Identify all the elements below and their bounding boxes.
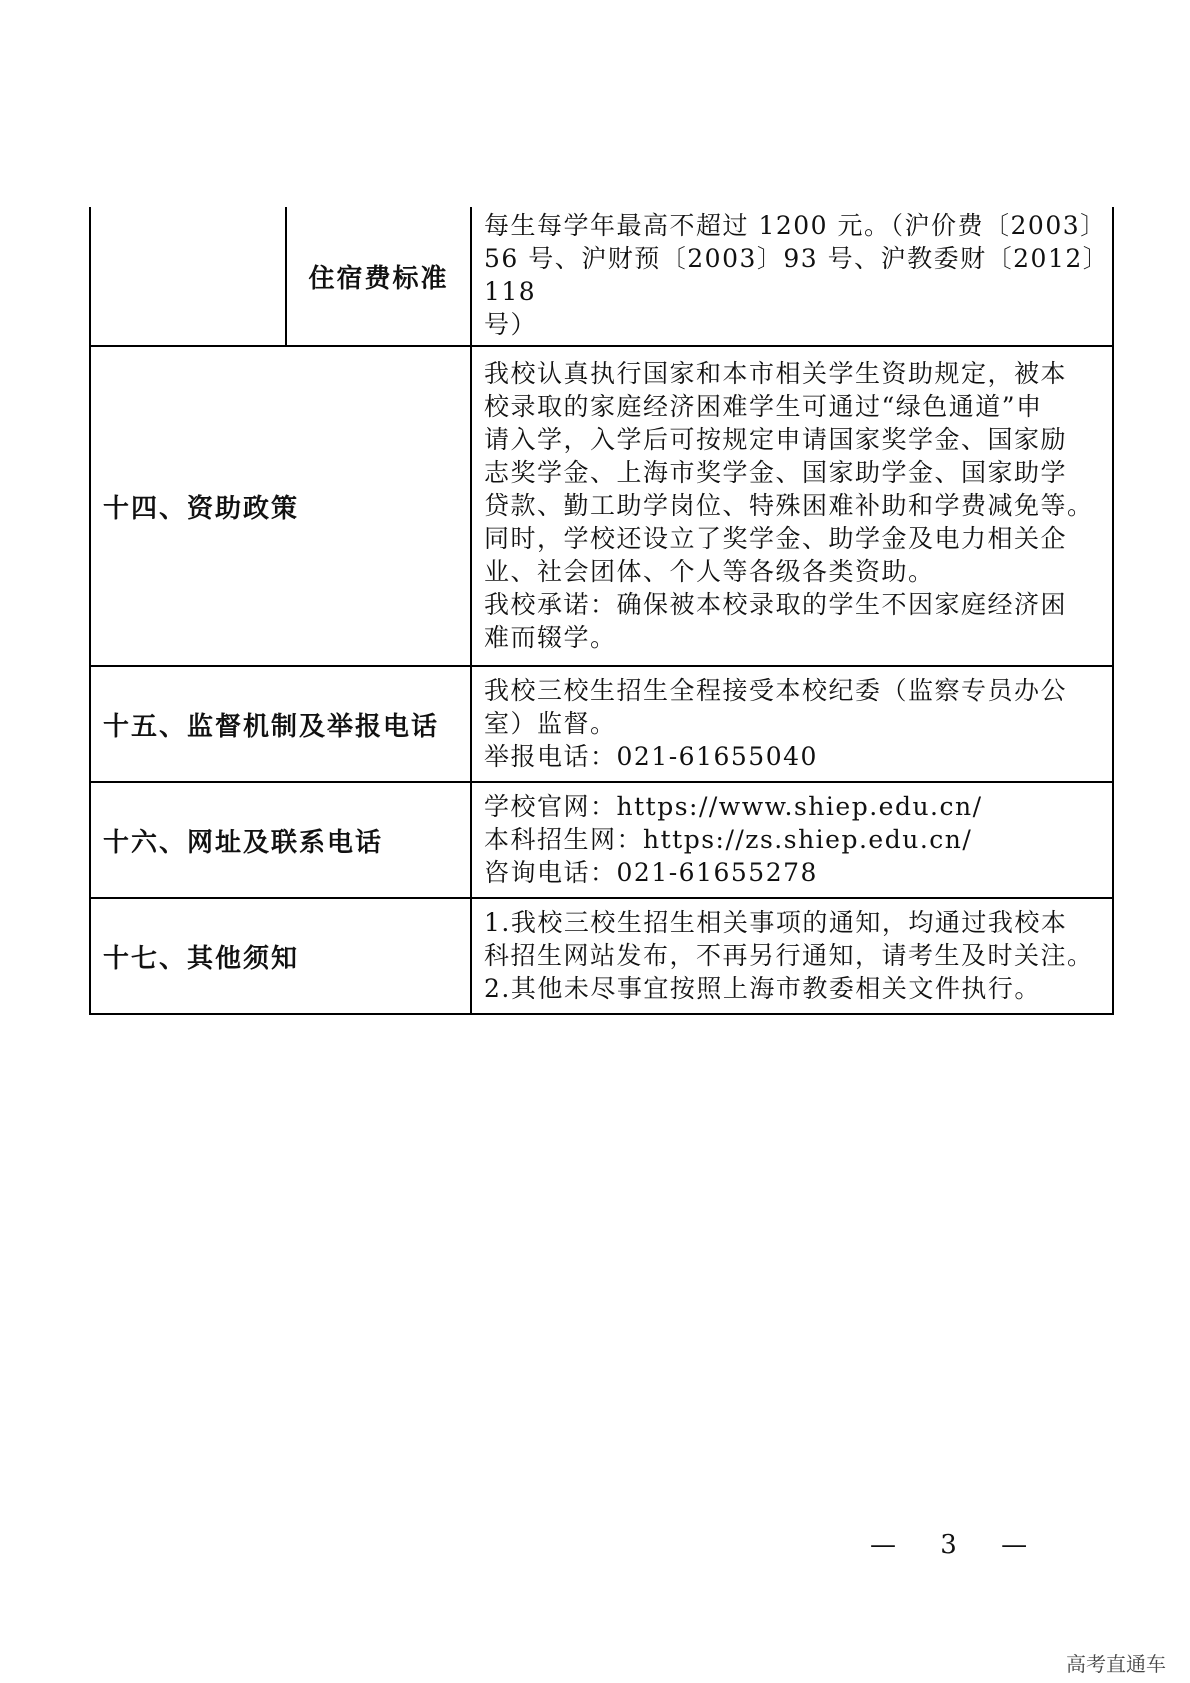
- content-line: 每生每学年最高不超过 1200 元。（沪价费〔2003〕: [484, 211, 1107, 240]
- watermark-text: 高考直通车: [1066, 1652, 1166, 1676]
- content-line: 学校官网：https://www.shiep.edu.cn/: [484, 791, 983, 821]
- row-label: 十七、其他须知: [90, 898, 471, 1014]
- content-line: 科招生网站发布，不再另行通知，请考生及时关注。: [484, 940, 1094, 970]
- admission-policy-table: [89, 207, 1114, 1015]
- content-line: 业、社会团体、个人等各级各类资助。: [484, 556, 935, 586]
- row-content: [471, 898, 1113, 1014]
- row-content: [471, 666, 1113, 782]
- content-line: 室）监督。: [484, 708, 617, 738]
- content-line: 难而辍学。: [484, 622, 617, 652]
- table-row-supervision: [90, 666, 1113, 782]
- page-number: — 3 —: [870, 1530, 1046, 1560]
- row-label: 十四、资助政策: [90, 346, 471, 666]
- content-line: 我校三校生招生全程接受本校纪委（监察专员办公: [484, 675, 1068, 705]
- table-row-financial-aid: [90, 346, 1113, 666]
- content-line: 举报电话：021-61655040: [484, 741, 818, 771]
- content-line: 我校承诺：确保被本校录取的学生不因家庭经济困: [484, 589, 1068, 619]
- table-row-accommodation-fee: [90, 207, 1113, 346]
- content-line: 咨询电话：021-61655278: [484, 857, 818, 887]
- row-label: 十六、网址及联系电话: [90, 782, 471, 898]
- table-row-other-notes: [90, 898, 1113, 1014]
- content-line: 号）: [484, 310, 538, 339]
- table-row-website-contact: [90, 782, 1113, 898]
- content-line: 贷款、勤工助学岗位、特殊困难补助和学费减免等。: [484, 490, 1094, 520]
- row-content: [471, 346, 1113, 666]
- row-sublabel: 住宿费标准: [286, 207, 471, 346]
- content-line: 我校认真执行国家和本市相关学生资助规定，被本: [484, 358, 1068, 388]
- row-label-empty: [90, 207, 286, 346]
- row-label: 十五、监督机制及举报电话: [90, 666, 471, 782]
- row-content: [471, 207, 1113, 346]
- content-line: 56 号、沪财预〔2003〕93 号、沪教委财〔2012〕118: [484, 244, 1097, 306]
- content-line: 同时，学校还设立了奖学金、助学金及电力相关企: [484, 523, 1068, 553]
- content-line: 2.其他未尽事宜按照上海市教委相关文件执行。: [484, 973, 1041, 1003]
- content-line: 校录取的家庭经济困难学生可通过“绿色通道”申: [484, 391, 1043, 421]
- content-line: 请入学，入学后可按规定申请国家奖学金、国家励: [484, 424, 1068, 454]
- content-line: 1.我校三校生招生相关事项的通知，均通过我校本: [484, 907, 1068, 937]
- content-line: 本科招生网：https://zs.shiep.edu.cn/: [484, 824, 973, 854]
- content-line: 志奖学金、上海市奖学金、国家助学金、国家助学: [484, 457, 1068, 487]
- row-content: [471, 782, 1113, 898]
